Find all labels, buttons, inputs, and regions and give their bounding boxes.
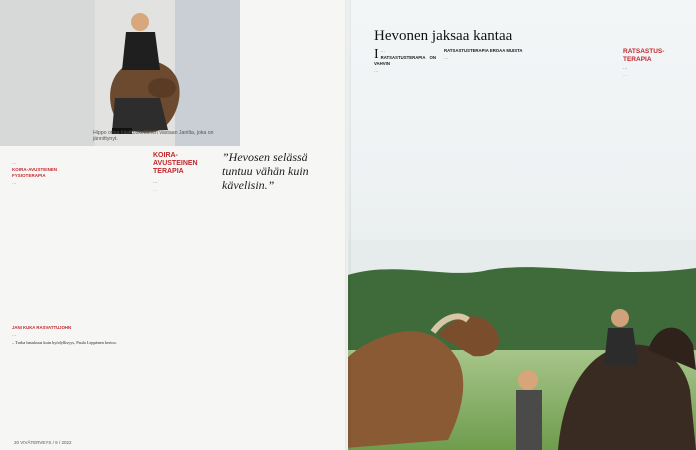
drop-cap: I <box>374 47 379 62</box>
right-page <box>348 0 696 450</box>
sidebar-body: … <box>153 179 158 184</box>
riding-sidebar-body: … <box>623 65 628 70</box>
lead-paragraph: … <box>12 160 17 165</box>
col1-heading: RATSASTUSTERAPIA ON VAHVIN <box>374 55 436 66</box>
col2-heading: RATSASTUSTERAPIA EROAA MUISTA <box>444 48 523 53</box>
right-body-column-2 <box>444 48 530 63</box>
quote-line: – Turha hauskuus kuin hyödyllisyys, Paula Leppänen kertoo. <box>12 339 117 345</box>
article-title: Hevonen jaksaa kantaa <box>374 28 513 44</box>
page-folio: 20 VIVÄTERVEYS / 9 / 2022 <box>14 440 72 445</box>
col1-text-2: … <box>374 68 379 74</box>
dog-therapy-photo <box>0 0 240 146</box>
section1-text: … <box>12 180 17 186</box>
sidebar-footer: … <box>153 188 157 193</box>
riding-sidebar-footer: … <box>623 73 627 78</box>
left-body-column-1 <box>12 160 78 188</box>
horses-photo-caption: … <box>618 392 623 397</box>
dog-therapy-sidebar <box>153 152 211 193</box>
col2-text: … <box>444 55 449 61</box>
left-body-column-2 <box>12 325 146 347</box>
dog-therapy-photo-illustration <box>0 0 240 146</box>
riding-therapy-sidebar <box>623 48 685 78</box>
pull-quote: ”Hevosen selässä tuntuu vähän kuin kävelisin.” <box>222 150 309 192</box>
photo-caption: Hippo ottaa käsikoskettimen vastaan Janilta, joka on jännittynyt. <box>93 130 214 142</box>
col1-text: … <box>380 48 385 53</box>
section2-text: … <box>12 332 17 338</box>
right-body-column-1 <box>374 48 436 76</box>
horses-photo <box>348 240 696 450</box>
page-gutter <box>345 0 351 450</box>
riding-sidebar-title: RATSASTUS-TERAPIA <box>623 48 665 63</box>
section1-heading: KOIRA-AVUSTEINEN FYSIOTERAPIA <box>12 167 58 178</box>
sidebar-title: KOIRA-AVUSTEINEN TERAPIA <box>153 152 198 175</box>
section2-heading: JANI KUKA RASVATTUJOHN <box>12 325 72 330</box>
